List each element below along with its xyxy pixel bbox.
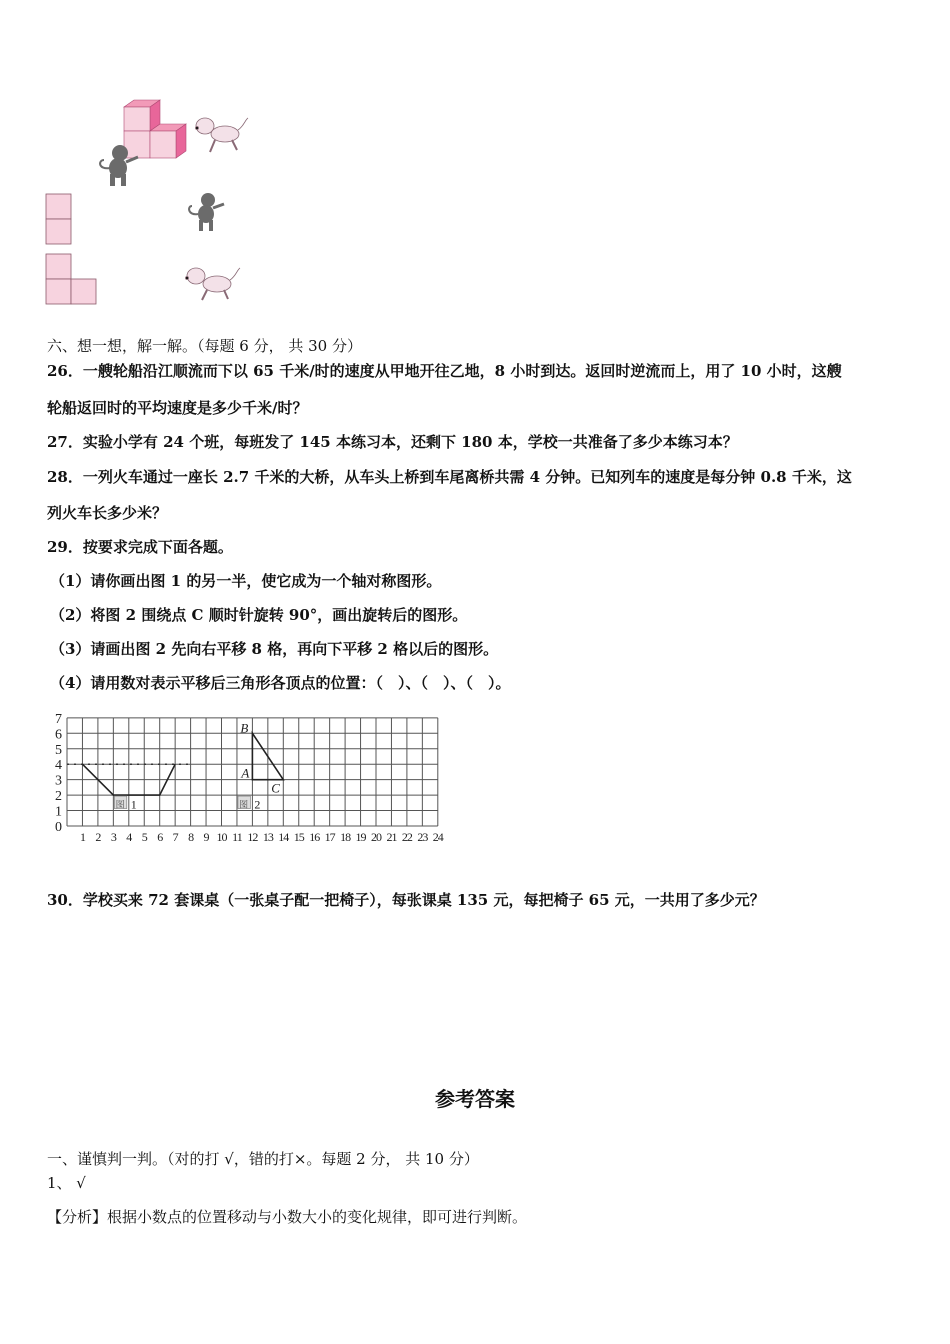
answers-section1-heading: 一、谨慎判一判。（对的打 √，错的打×。每题 2 分， 共 10 分） <box>47 1150 479 1168</box>
question-28: 28．一列火车通过一座长 2.7 千米的大桥，从车头上桥到车尾离桥共需 4 分钟。已知列车的速度是每分钟 0.8 千米，这 <box>47 468 852 486</box>
svg-text:17: 17 <box>324 830 335 844</box>
svg-text:8: 8 <box>188 830 194 844</box>
svg-text:12: 12 <box>247 830 258 844</box>
dog-icon <box>186 268 241 300</box>
question-26-cont: 轮船返回时的平均速度是多少千米/时？ <box>47 399 308 417</box>
view-option-L <box>46 254 96 304</box>
svg-text:24: 24 <box>432 830 443 844</box>
question-29-part1: （1）请你画出图 1 的另一半，使它成为一个轴对称图形。 <box>50 572 442 590</box>
svg-text:1: 1 <box>55 804 62 820</box>
cube-stack <box>124 100 186 158</box>
svg-text:3: 3 <box>110 830 116 844</box>
question-30: 30．学校买来 72 套课桌（一张桌子配一把椅子），每张课桌 135 元，每把椅子 65 元，一共用了多少元？ <box>47 891 765 909</box>
view-option-vertical <box>46 194 71 244</box>
monkey-icon <box>189 193 224 231</box>
svg-text:19: 19 <box>355 830 366 844</box>
svg-text:7: 7 <box>172 830 178 844</box>
coordinate-grid <box>45 705 465 850</box>
svg-text:21: 21 <box>386 830 397 844</box>
svg-text:9: 9 <box>203 830 209 844</box>
svg-text:5: 5 <box>55 742 62 758</box>
svg-text:2: 2 <box>55 789 62 805</box>
svg-text:4: 4 <box>55 758 62 774</box>
svg-text:图: 图 <box>115 799 125 810</box>
svg-text:3: 3 <box>55 773 62 789</box>
dog-icon <box>196 118 249 152</box>
svg-text:B: B <box>240 720 249 736</box>
answers-title: 参考答案 <box>435 1087 515 1111</box>
svg-text:23: 23 <box>417 830 428 844</box>
svg-text:16: 16 <box>309 830 320 844</box>
answer-1: 1、 √ <box>47 1174 86 1192</box>
svg-text:4: 4 <box>126 830 132 844</box>
svg-text:22: 22 <box>401 830 412 844</box>
svg-text:A: A <box>241 765 250 781</box>
svg-text:6: 6 <box>55 727 62 743</box>
svg-text:图: 图 <box>239 799 249 810</box>
svg-text:6: 6 <box>157 830 163 844</box>
svg-text:C: C <box>271 780 280 796</box>
question-29-part3: （3）请画出图 2 先向右平移 8 格，再向下平移 2 格以后的图形。 <box>50 640 499 658</box>
question-26: 26．一艘轮船沿江顺流而下以 65 千米/时的速度从甲地开往乙地，8 小时到达。返回时逆流而上，用了 10 小时，这艘 <box>47 362 842 380</box>
svg-text:1: 1 <box>79 830 85 844</box>
svg-text:11: 11 <box>232 830 242 844</box>
svg-text:18: 18 <box>340 830 351 844</box>
svg-text:2: 2 <box>95 830 101 844</box>
cube-view-figure <box>40 90 260 310</box>
question-29-part4: （4）请用数对表示平移后三角形各顶点的位置：（ ）、（ ）、（ ）。 <box>50 674 511 692</box>
svg-text:0: 0 <box>55 820 62 835</box>
svg-text:15: 15 <box>293 830 304 844</box>
svg-text:1: 1 <box>130 797 137 812</box>
svg-text:5: 5 <box>141 830 147 844</box>
answer-1-analysis: 【分析】根据小数点的位置移动与小数大小的变化规律，即可进行判断。 <box>47 1208 528 1226</box>
svg-text:14: 14 <box>278 830 289 844</box>
svg-text:10: 10 <box>216 830 227 844</box>
svg-text:20: 20 <box>371 830 381 844</box>
svg-text:2: 2 <box>254 797 261 812</box>
svg-text:13: 13 <box>262 830 273 844</box>
question-28-cont: 列火车长多少米？ <box>47 504 168 522</box>
question-29: 29．按要求完成下面各题。 <box>47 538 233 556</box>
section-heading: 六、想一想，解一解。（每题 6 分， 共 30 分） <box>47 337 362 355</box>
question-29-part2: （2）将图 2 围绕点 C 顺时针旋转 90°，画出旋转后的图形。 <box>50 606 468 624</box>
svg-text:7: 7 <box>55 711 62 727</box>
question-27: 27．实验小学有 24 个班，每班发了 145 本练习本，还剩下 180 本，学校一共准备了多少本练习本？ <box>47 433 738 451</box>
